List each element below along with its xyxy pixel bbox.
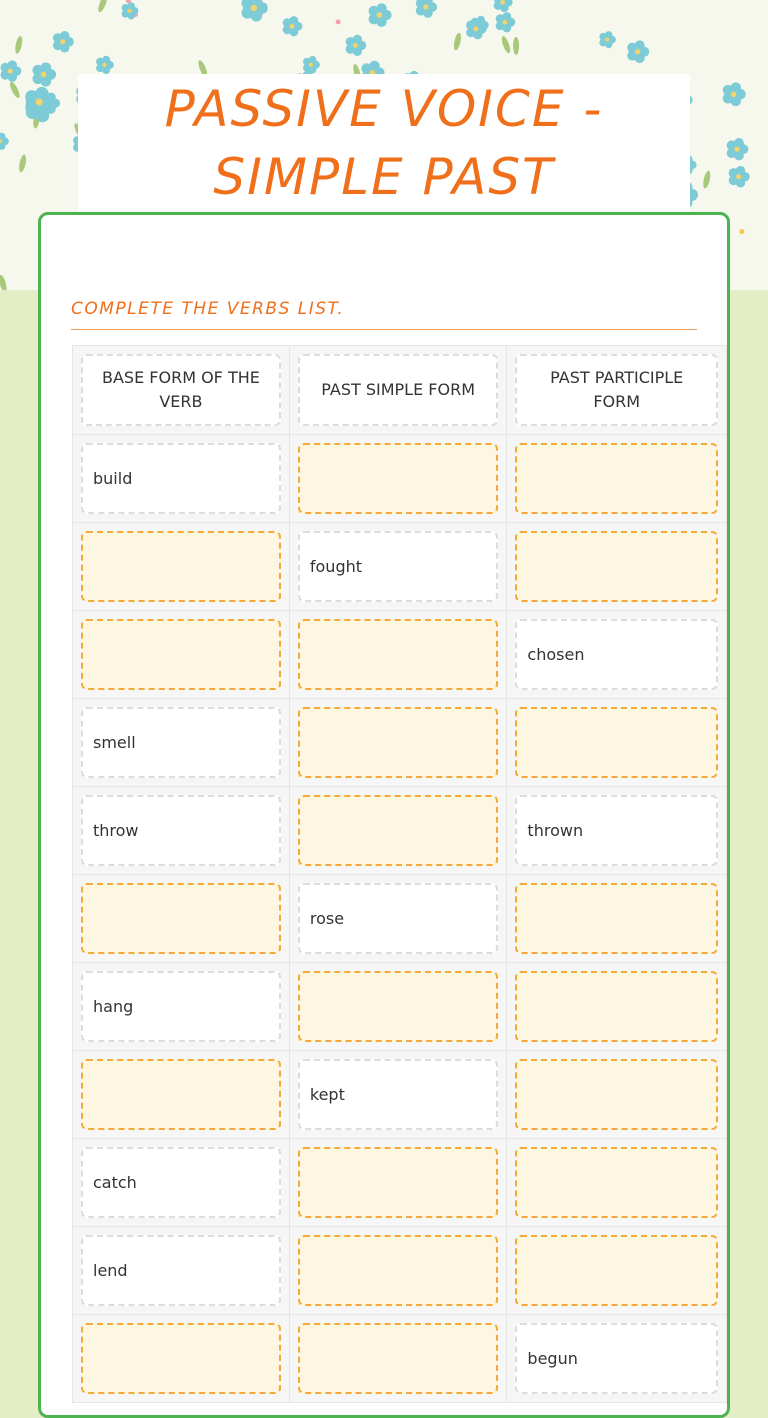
instruction-text: COMPLETE THE VERBS LIST.	[71, 299, 697, 330]
table-row	[73, 611, 727, 699]
past-participle-answer-field[interactable]	[515, 1147, 718, 1218]
table-row	[73, 787, 727, 875]
past-simple-given-cell: kept	[298, 1059, 499, 1130]
base-form-given-cell: throw	[81, 795, 281, 866]
flower-icon	[14, 35, 24, 54]
past-simple-answer-field[interactable]	[298, 795, 499, 866]
past-simple-answer-field[interactable]	[298, 707, 499, 778]
flower-icon	[32, 62, 56, 86]
flower-icon	[0, 133, 9, 150]
base-form-given-cell: hang	[81, 971, 281, 1042]
table-row	[73, 435, 727, 523]
table-row	[73, 699, 727, 787]
header-past-participle: PAST PARTICIPLE FORM	[515, 354, 718, 426]
flower-icon	[500, 35, 512, 54]
table-row	[73, 875, 727, 963]
flower-icon	[346, 35, 367, 56]
flower-icon	[729, 166, 750, 188]
table-row	[73, 1051, 727, 1139]
base-form-answer-field[interactable]	[81, 619, 281, 690]
past-simple-answer-field[interactable]	[298, 1235, 499, 1306]
past-simple-given-cell: rose	[298, 883, 499, 954]
past-simple-answer-field[interactable]	[298, 443, 499, 514]
flower-icon	[369, 3, 392, 27]
flower-icon	[53, 31, 74, 52]
flower-icon	[416, 0, 437, 18]
flower-icon	[702, 170, 712, 189]
flower-icon	[494, 0, 513, 12]
past-simple-answer-field[interactable]	[298, 1323, 499, 1394]
base-form-given-cell: build	[81, 443, 281, 514]
past-participle-answer-field[interactable]	[515, 1059, 718, 1130]
past-participle-answer-field[interactable]	[515, 443, 718, 514]
past-participle-answer-field[interactable]	[515, 971, 718, 1042]
table-row	[73, 963, 727, 1051]
flower-icon	[336, 19, 341, 24]
flower-icon	[739, 229, 744, 234]
flower-icon	[303, 56, 320, 73]
base-form-given-cell: lend	[81, 1235, 281, 1306]
past-participle-given-cell: thrown	[515, 795, 718, 866]
header-past-simple: PAST SIMPLE FORM	[298, 354, 499, 426]
past-participle-answer-field[interactable]	[515, 531, 718, 602]
page-title-line-2: SIMPLE PAST	[213, 148, 555, 206]
base-form-given-cell: smell	[81, 707, 281, 778]
flower-icon	[283, 16, 303, 36]
past-simple-answer-field[interactable]	[298, 971, 499, 1042]
past-participle-answer-field[interactable]	[515, 883, 718, 954]
flower-icon	[727, 138, 749, 160]
past-participle-given-cell: begun	[515, 1323, 718, 1394]
flower-icon	[513, 37, 519, 55]
table-row	[73, 1227, 727, 1315]
table-row	[73, 1139, 727, 1227]
table-header-row	[73, 346, 727, 435]
flower-icon	[97, 0, 109, 13]
flower-icon	[241, 0, 267, 22]
past-participle-answer-field[interactable]	[515, 1235, 718, 1306]
past-simple-given-cell: fought	[298, 531, 499, 602]
flower-icon	[96, 56, 114, 74]
base-form-answer-field[interactable]	[81, 1323, 281, 1394]
flower-icon	[599, 31, 616, 48]
page-title-line-1: PASSIVE VOICE -	[164, 80, 604, 138]
flower-icon	[627, 40, 649, 63]
flower-icon	[496, 12, 516, 32]
flower-icon	[453, 32, 463, 51]
base-form-answer-field[interactable]	[81, 883, 281, 954]
past-participle-answer-field[interactable]	[515, 707, 718, 778]
flower-icon	[8, 80, 21, 99]
past-simple-answer-field[interactable]	[298, 619, 499, 690]
title-box	[78, 74, 690, 224]
flower-icon	[0, 60, 21, 81]
flower-icon	[723, 82, 746, 106]
verbs-table	[72, 345, 727, 1403]
worksheet-card	[38, 212, 730, 1418]
base-form-given-cell: catch	[81, 1147, 281, 1218]
base-form-answer-field[interactable]	[81, 531, 281, 602]
table-row	[73, 1315, 727, 1403]
flower-icon	[0, 274, 8, 290]
flower-icon	[18, 154, 27, 173]
base-form-answer-field[interactable]	[81, 1059, 281, 1130]
header-base-form: BASE FORM OF THE VERB	[81, 354, 281, 426]
past-participle-given-cell: chosen	[515, 619, 718, 690]
past-simple-answer-field[interactable]	[298, 1147, 499, 1218]
table-row	[73, 523, 727, 611]
